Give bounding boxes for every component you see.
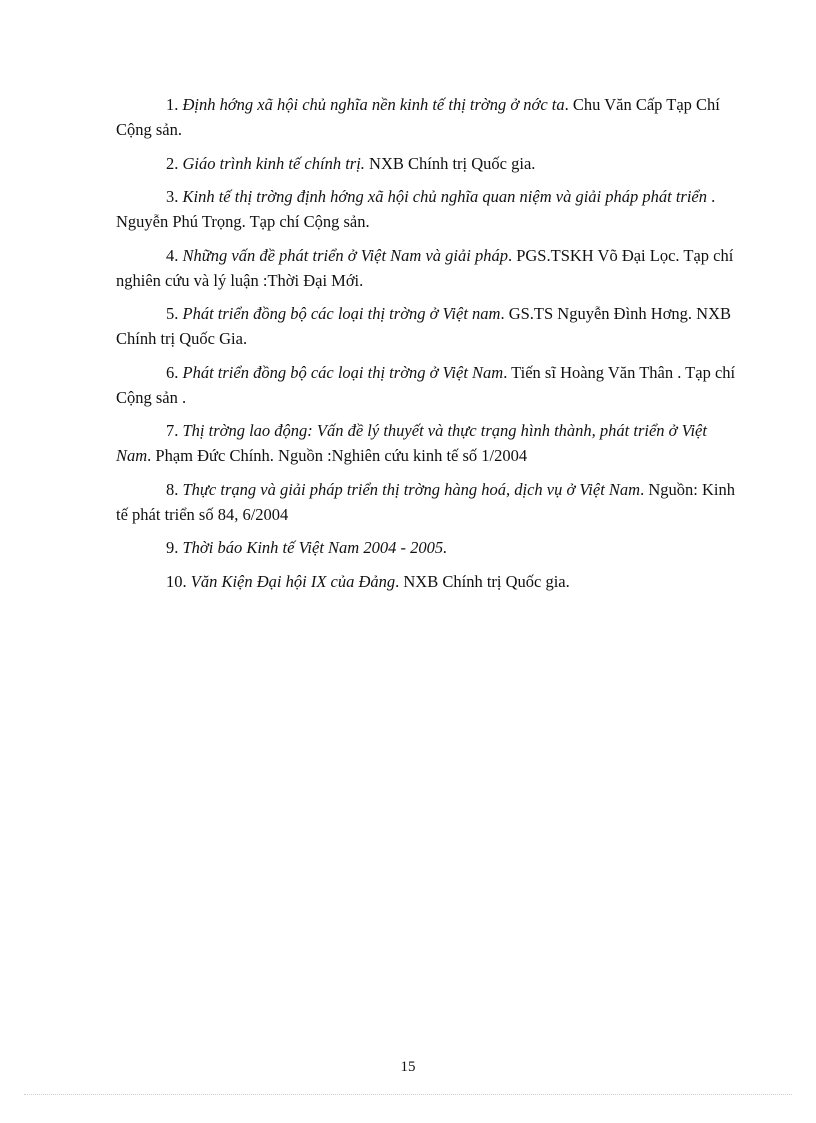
reference-number: 2.	[166, 153, 179, 173]
reference-item	[116, 569, 736, 594]
reference-title: Định hớng xã hội chủ nghĩa nền kinh tế thị trờng ở nớc ta	[182, 95, 565, 114]
reference-source: . Nguồn: Kinh tế phát triển số 84, 6/2004	[116, 479, 735, 524]
reference-title: Thời báo Kinh tế Việt Nam 2004 - 2005.	[182, 538, 448, 557]
reference-title: Giáo trình kinh tế chính trị.	[182, 153, 365, 173]
reference-item	[116, 477, 736, 527]
reference-item	[116, 535, 736, 560]
reference-number: 8.	[166, 479, 179, 499]
reference-number: 6.	[166, 362, 179, 382]
reference-title: Những vấn đề phát triển ở Việt Nam và giải pháp	[182, 245, 508, 265]
reference-number: 4.	[166, 245, 179, 265]
reference-title: Thị trờng lao động: Vấn đề lý thuyết và thực trạng hình thành, phát triển ở Việt Nam	[116, 421, 707, 465]
reference-source: . PGS.TSKH Võ Đại Lọc. Tạp chí nghiên cứu và lý luận :Thời Đại Mới.	[116, 245, 734, 290]
reference-source: NXB Chính trị Quốc gia.	[364, 153, 536, 173]
reference-number: 3.	[166, 187, 179, 206]
reference-number: 7.	[166, 421, 179, 440]
reference-list	[116, 92, 736, 602]
reference-title: Thực trạng và giải pháp triển thị trờng hàng hoá, dịch vụ ở Việt Nam	[182, 479, 641, 499]
reference-title: Phát triển đồng bộ các loại thị trờng ở Việt nam	[182, 304, 501, 323]
reference-title: Kinh tế thị trờng định hớng xã hội chủ nghĩa quan niệm và giải pháp phát triển	[182, 187, 707, 206]
reference-number: 1.	[166, 95, 179, 114]
reference-source: . NXB Chính trị Quốc gia.	[395, 571, 570, 591]
reference-number: 9.	[166, 538, 179, 557]
reference-item	[116, 301, 736, 351]
reference-title: Phát triển đồng bộ các loại thị trờng ở Việt Nam	[182, 362, 504, 382]
reference-item	[116, 184, 736, 234]
page-number: 15	[400, 1059, 416, 1075]
reference-source: . Chu Văn Cấp Tạp Chí Cộng sản.	[116, 95, 720, 139]
reference-item	[116, 418, 736, 468]
reference-source: . Tiến sĩ Hoàng Văn Thân . Tạp chí Cộng sản .	[116, 362, 736, 407]
reference-number: 10.	[166, 571, 187, 591]
reference-item	[116, 92, 736, 142]
reference-source: . Nguyễn Phú Trọng. Tạp chí Cộng sản.	[116, 187, 716, 231]
reference-number: 5.	[166, 304, 179, 323]
reference-item	[116, 360, 736, 410]
reference-title: Văn Kiện Đại hội IX của Đảng	[190, 571, 396, 591]
reference-item	[116, 151, 736, 176]
footer-divider	[24, 1094, 792, 1095]
reference-source: . Phạm Đức Chính. Nguồn :Nghiên cứu kinh tế số 1/2004	[147, 446, 528, 465]
reference-item	[116, 243, 736, 293]
reference-source: . GS.TS Nguyễn Đình Hơng. NXB Chính trị Quốc Gia.	[116, 304, 732, 348]
